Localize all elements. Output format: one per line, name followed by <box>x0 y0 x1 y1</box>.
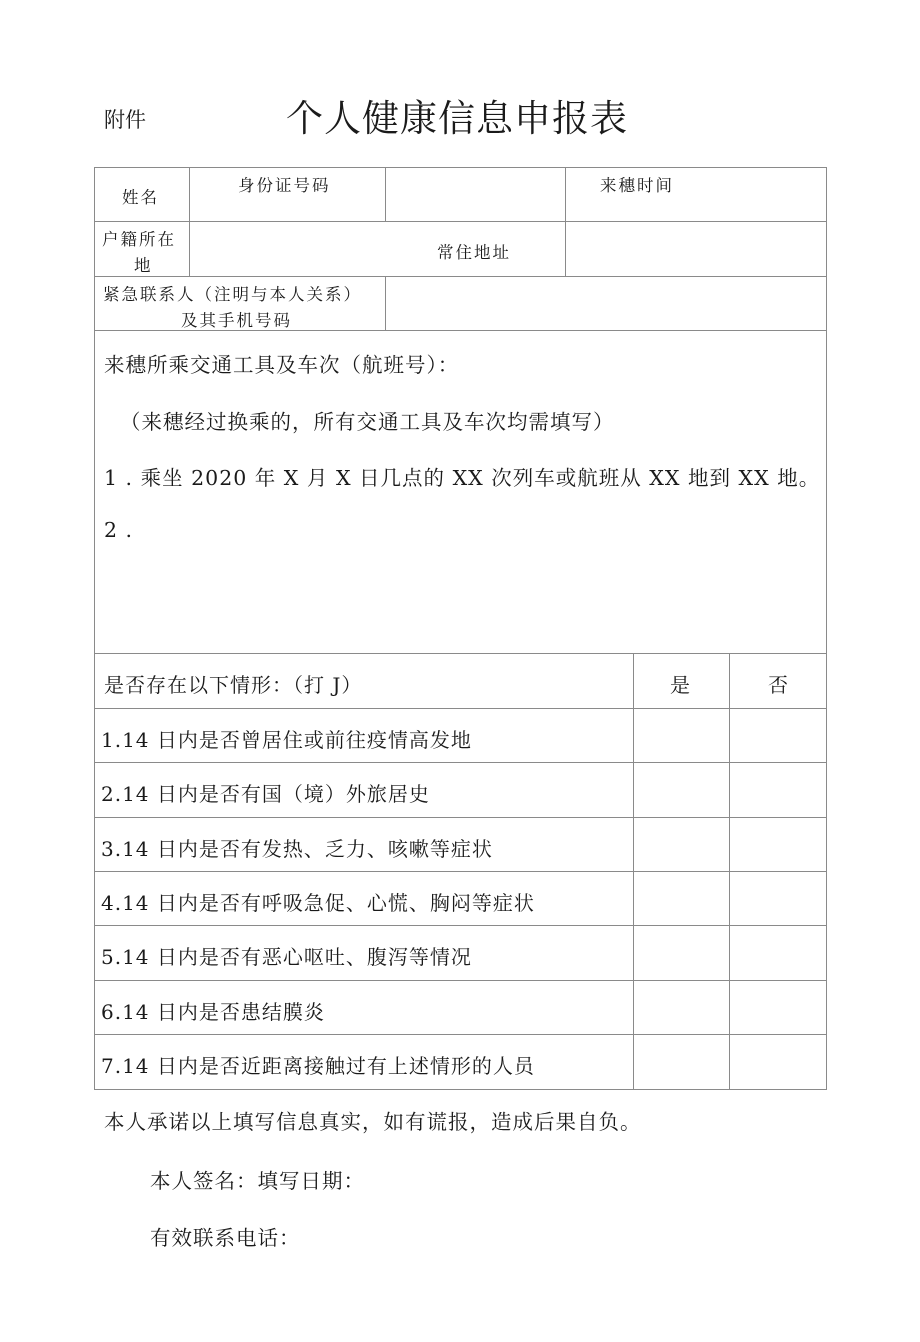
emergency-contact-label: 紧急联系人（注明与本人关系） <box>103 285 362 304</box>
transport-item-1: 1 . 乘坐 2020 年 X 月 X 日几点的 XX 次列车或航班从 XX 地到 XX 地。 <box>104 466 821 490</box>
answer-no-cell[interactable] <box>732 928 823 977</box>
emergency-contact-field[interactable] <box>390 279 823 327</box>
attachment-label: 附件 <box>104 108 146 132</box>
answer-no-cell[interactable] <box>732 983 823 1031</box>
row-divider <box>94 653 827 654</box>
answer-no-cell[interactable] <box>732 1037 823 1086</box>
row-divider <box>94 871 827 872</box>
household-field[interactable] <box>194 224 382 273</box>
table-border-right <box>826 167 827 1090</box>
col-divider <box>729 653 730 1089</box>
contact-phone-label: 有效联系电话： <box>150 1226 301 1250</box>
name-label: 姓名 <box>122 188 159 207</box>
answer-yes-cell[interactable] <box>636 820 726 868</box>
row-divider <box>94 221 827 222</box>
col-divider <box>189 167 190 276</box>
residence-field[interactable] <box>570 224 823 273</box>
residence-label: 常住地址 <box>437 243 511 262</box>
emergency-contact-label-cont: 及其手机号码 <box>181 311 292 330</box>
checklist-item: 6.14 日内是否患结膜炎 <box>101 1000 325 1024</box>
arrival-time-label: 来穗时间 <box>600 176 674 195</box>
pledge-text: 本人承诺以上填写信息真实，如有谎报，造成后果自负。 <box>104 1110 642 1134</box>
checklist-item: 4.14 日内是否有呼吸急促、心慌、胸闷等症状 <box>101 891 535 915</box>
row-divider <box>94 708 827 709</box>
answer-no-cell[interactable] <box>732 820 823 868</box>
transport-note: （来穗经过换乘的，所有交通工具及车次均需填写） <box>120 410 615 434</box>
checklist-item: 7.14 日内是否近距离接触过有上述情形的人员 <box>101 1054 535 1078</box>
transport-heading: 来穗所乘交通工具及车次（航班号）： <box>104 353 460 377</box>
row-divider <box>94 817 827 818</box>
row-divider <box>94 276 827 277</box>
row-divider <box>94 1034 827 1035</box>
household-label-cont: 地 <box>134 256 153 275</box>
signature-date-label: 本人签名：填写日期： <box>150 1169 365 1193</box>
row-divider <box>94 980 827 981</box>
answer-no-cell[interactable] <box>732 765 823 814</box>
col-divider <box>385 167 386 221</box>
col-divider <box>385 276 386 330</box>
checklist-item: 3.14 日内是否有发热、乏力、咳嗽等症状 <box>101 837 493 861</box>
table-border-bottom <box>94 1089 827 1090</box>
household-label: 户籍所在 <box>102 230 176 249</box>
col-divider <box>633 653 634 1089</box>
checklist-item: 5.14 日内是否有恶心呕吐、腹泻等情况 <box>101 945 472 969</box>
answer-no-cell[interactable] <box>732 874 823 922</box>
form-title: 个人健康信息申报表 <box>286 97 628 140</box>
answer-yes-cell[interactable] <box>636 874 726 922</box>
row-divider <box>94 925 827 926</box>
answer-yes-cell[interactable] <box>636 928 726 977</box>
transport-item-2: 2 . <box>104 518 134 542</box>
answer-yes-cell[interactable] <box>636 711 726 759</box>
yes-header: 是 <box>670 673 691 697</box>
no-header: 否 <box>768 673 789 697</box>
id-number-field[interactable] <box>390 170 562 218</box>
table-border-left <box>94 167 95 1090</box>
answer-no-cell[interactable] <box>732 711 823 759</box>
answer-yes-cell[interactable] <box>636 765 726 814</box>
table-border-top <box>94 167 827 168</box>
checklist-item: 2.14 日内是否有国（境）外旅居史 <box>101 782 430 806</box>
checklist-item: 1.14 日内是否曾居住或前往疫情高发地 <box>101 728 472 752</box>
checklist-question: 是否存在以下情形：（打 J） <box>104 673 363 697</box>
answer-yes-cell[interactable] <box>636 1037 726 1086</box>
answer-yes-cell[interactable] <box>636 983 726 1031</box>
col-divider <box>565 167 566 276</box>
id-number-label: 身份证号码 <box>238 176 331 195</box>
row-divider <box>94 762 827 763</box>
